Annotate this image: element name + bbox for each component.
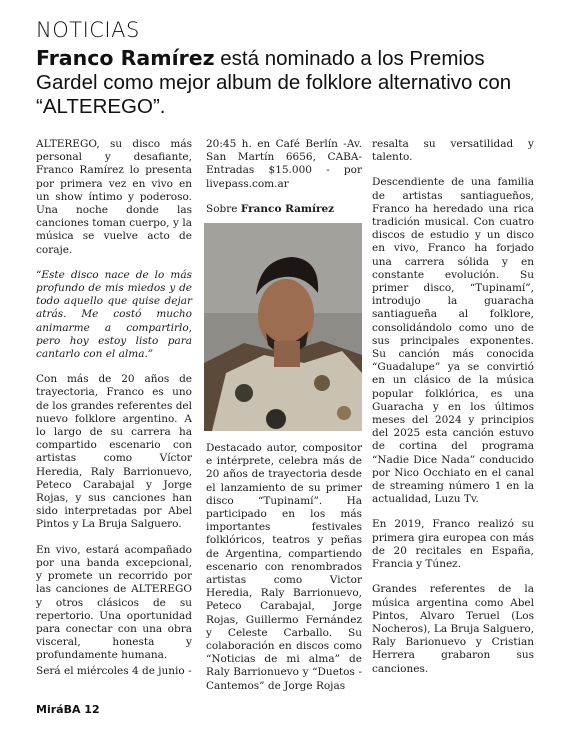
headline <box>36 46 546 119</box>
paragraph: Con más de 20 años de trayectoria, Franco es uno de los grandes referentes del nuevo folklore argentino. A lo largo de su carrera ha compartido escenario con artistas como Víctor Heredia, Raly Barrionuevo, Peteco Carabajal y Jorge Rojas, y sus canciones han sido interpretadas por Abel Pintos y La Bruja Salguero. <box>36 373 192 531</box>
paragraph: 20:45 h. en Café Berlín -Av. San Martín 6656, CABA- Entradas $15.000 - por livepass.com.ar <box>206 138 362 190</box>
about-prefix: Sobre <box>206 202 241 215</box>
paragraph: Grandes referentes de la música argentina como Abel Pintos, Alvaro Teruel (Los Nocheros), La Bruja Salguero, Raly Barionuevo y Cristian Herrera grabaron sus canciones. <box>372 583 534 675</box>
quote: “Este disco nace de lo más profundo de mis miedos y de todo aquello que quise dejar atrás. Me costó mucho animarme a compartirlo, pero hoy estoy listo para cantarlo con el alma.” <box>36 268 192 361</box>
paragraph: Será el miércoles 4 de junio - <box>36 664 192 677</box>
about-name: Franco Ramírez <box>240 202 335 215</box>
column-1 <box>36 138 192 690</box>
artist-photo <box>204 223 362 431</box>
paragraph: En vivo, estará acompañado por una banda excepcional, y promete un recorrido por las canciones de ALTEREGO y otros clásicos de su repertorio. Una oportunidad para conectar con una obra visceral, honesta y profundamente humana. <box>36 543 192 662</box>
headline-rest: está nominado a los Premios Gardel como mejor album de folklore alternativo con “ALTEREGO”. <box>36 47 512 118</box>
paragraph: Destacado autor, compositor e intérprete, celebra más de 20 años de trayectoria desde el lanzamiento de su primer disco “Tupinamí”. Ha participado en los más importantes festivales folklóricos, teatros y peñas de Argentina, compartiendo escenario con renombrados artistas como Victor Heredia, Raly Barrionuevo, Peteco Carabajal, Jorge Rojas, Guillermo Fernández y Celeste Carballo. Su colaboración en discos como “Noticias de mi alma” de Raly Barrionuevo y “Duetos - Cantemos” de Jorge Rojas <box>206 442 362 692</box>
paragraph: Descendiente de una familia de artistas santiagueños, Franco ha heredado una rica tradición musical. Con cuatro discos de estudio y un disco en vivo, Franco ha forjado una carrera sólida y en constante evolución. Su primer disco, “Tupinamí”, introdujo la guaracha santiagueña al folklore, consolidándolo como uno de sus principales exponentes. Su canción más conocida “Guadalupe” ya se convirtió en un clásico de la música popular folklórica, es una Guaracha y en los últimos meses del 2024 y principios del 2025 esta canción estuvo de cortina del programa “Nadie Dice Nada” conducido por Nico Occhiato en el canal de streaming número 1 en la actualidad, Luzu Tv. <box>372 176 534 506</box>
paragraph: ALTEREGO, su disco más personal y desafiante, Franco Ramírez lo presenta por primera vez en vivo en un show íntimo y poderoso. Una noche donde las canciones toman cuerpo, y la música se vuelve acto de coraje. <box>36 138 192 256</box>
headline-name: Franco Ramírez <box>36 46 215 70</box>
column-3 <box>372 138 534 688</box>
about-heading <box>206 203 362 216</box>
section-title: NOTICIAS <box>36 18 140 42</box>
paragraph: En 2019, Franco realizó su primera gira europea con más de 20 recitales en España, Francia y Túnez. <box>372 518 534 571</box>
page-footer: MiráBA 12 <box>36 703 100 716</box>
paragraph: resalta su versatilidad y talento. <box>372 138 534 164</box>
portrait-image <box>204 223 362 431</box>
